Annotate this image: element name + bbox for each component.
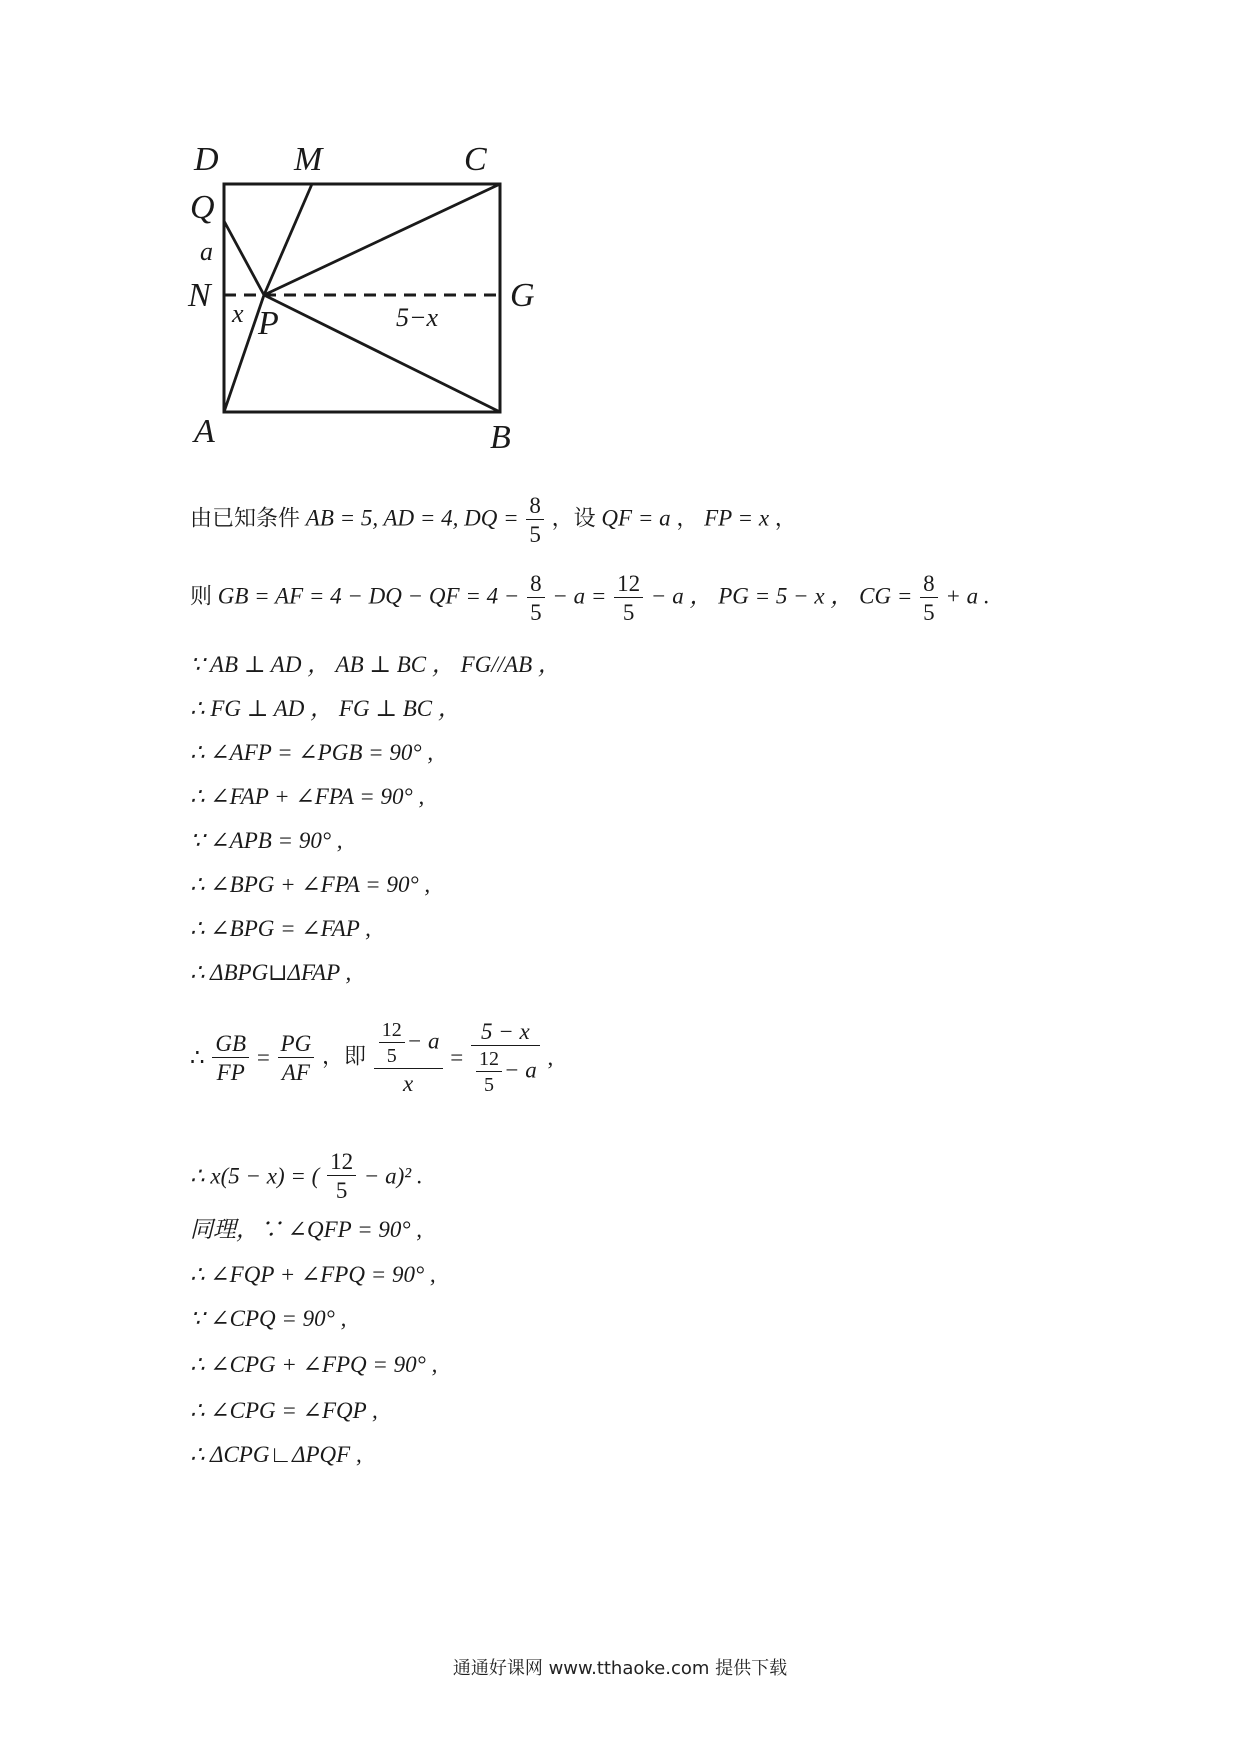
proof-line-14: ∴ ∠FQP + ∠FPQ = 90° , <box>190 1262 436 1287</box>
proof-line-9: ∴ ∠BPG = ∠FAP , <box>190 916 371 941</box>
page-footer: 通通好课网 www.tthaoke.com 提供下载 <box>452 1658 788 1679</box>
math: AB = 5, AD = 4, DQ = <box>305 505 519 531</box>
fraction: $\frac{8}{5}$ <box>920 572 938 624</box>
math: GB = AF = 4 − DQ − QF = 4 − <box>217 583 520 609</box>
label-x-length: x <box>232 299 244 328</box>
therefore: ∴ <box>190 1045 205 1070</box>
segment-pq <box>224 221 264 295</box>
text: 由已知条件 <box>190 506 301 532</box>
proof-line-8: ∴ ∠BPG + ∠FPA = 90° , <box>190 872 431 897</box>
label-g: G <box>510 277 535 314</box>
text: ，设 <box>551 506 596 532</box>
equals: = <box>450 1045 464 1070</box>
proof-line-12 <box>190 1150 423 1202</box>
rectangle-abcd <box>224 184 500 412</box>
proof-line-1 <box>190 494 797 546</box>
math: QF = a <box>601 505 671 531</box>
label-m: M <box>294 141 323 178</box>
label-c: C <box>464 141 487 178</box>
text: 则 <box>190 584 213 610</box>
proof-line-4: ∴ FG ⊥ AD ， FG ⊥ BC ， <box>190 696 461 721</box>
label-p: P <box>258 305 279 342</box>
proof-line-10: ∴ ΔBPG⊔ΔFAP , <box>190 960 352 985</box>
proof-line-6: ∴ ∠FAP + ∠FPA = 90° , <box>190 784 425 809</box>
proof-line-7: ∵ ∠APB = 90° , <box>190 828 343 853</box>
math: − a ， <box>650 583 713 609</box>
label-n: N <box>188 277 211 314</box>
segment-pb <box>264 295 500 412</box>
fraction-pg-af: $\frac{PG}{AF}$ <box>278 1032 315 1084</box>
complex-fraction-left: $\frac{12}{5}$ − a x <box>374 1020 443 1095</box>
proof-line-15: ∵ ∠CPQ = 90° , <box>190 1306 347 1331</box>
label-b: B <box>490 419 511 456</box>
proof-line-13: 同理，∵ ∠QFP = 90° , <box>190 1217 423 1242</box>
label-a-length: a <box>200 237 213 266</box>
segment-pm <box>264 184 312 295</box>
fraction: $\frac{8}{5}$ <box>527 572 545 624</box>
rectangle-diagram <box>180 140 560 460</box>
separator: ， <box>676 506 699 532</box>
fraction: $\frac{8}{5}$ <box>526 494 544 546</box>
math: − a)² . <box>363 1163 423 1189</box>
math: FP = x <box>704 505 770 531</box>
proof-line-16: ∴ ∠CPG + ∠FPQ = 90° , <box>190 1352 438 1377</box>
proof-line-18: ∴ ΔCPG∟ΔPQF , <box>190 1442 362 1467</box>
label-d: D <box>194 141 219 178</box>
proof-line-11 <box>190 1020 553 1120</box>
label-q: Q <box>190 189 215 226</box>
fraction: $\frac{12}{5}$ <box>327 1150 356 1202</box>
proof-line-3: ∵ AB ⊥ AD ， AB ⊥ BC ， FG//AB ， <box>190 652 561 677</box>
math: − a = <box>552 583 607 609</box>
math: CG = <box>859 583 913 609</box>
label-five-minus-x: 5−x <box>396 303 439 332</box>
math: PG = 5 − x ， <box>718 583 854 609</box>
fraction-gb-fp: $\frac{GB}{FP}$ <box>212 1032 249 1084</box>
complex-fraction-right: 5 − x $\frac{12}{5}$ − a <box>471 1020 540 1095</box>
text: ，即 <box>321 1044 366 1070</box>
proof-line-2 <box>190 572 990 624</box>
separator: ， <box>774 506 797 532</box>
separator: , <box>547 1045 554 1070</box>
proof-line-17: ∴ ∠CPG = ∠FQP , <box>190 1398 378 1423</box>
geometry-figure <box>180 140 560 460</box>
math: + a . <box>945 583 990 609</box>
proof-line-5: ∴ ∠AFP = ∠PGB = 90° , <box>190 740 434 765</box>
equals: = <box>256 1045 270 1070</box>
fraction: $\frac{12}{5}$ <box>614 572 643 624</box>
label-a: A <box>194 413 215 450</box>
segment-pc <box>264 184 500 295</box>
math: ∴ x(5 − x) = ( <box>190 1163 320 1189</box>
